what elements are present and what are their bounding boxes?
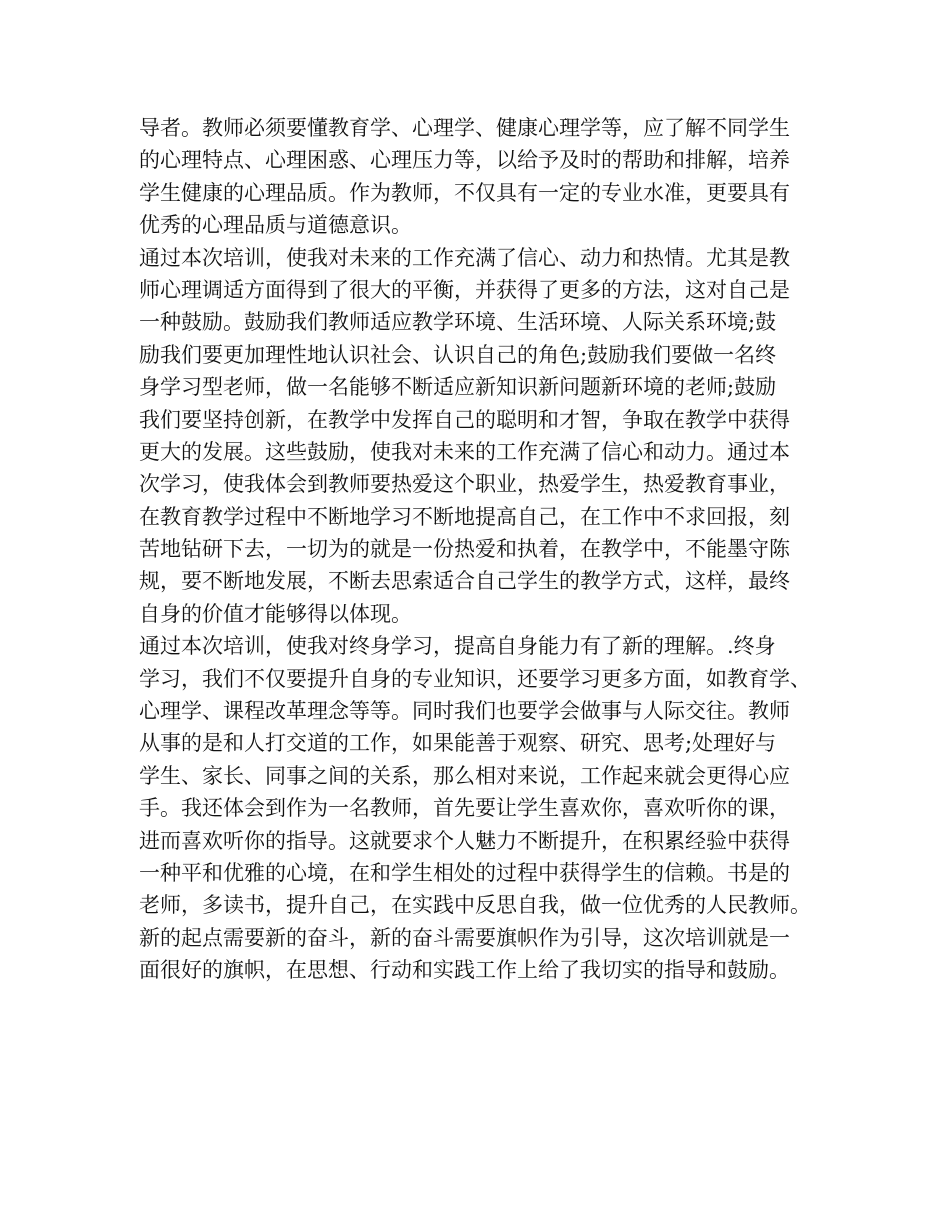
text-line: 老师，多读书，提升自己，在实践中反思自我，做一位优秀的人民教师。: [139, 893, 811, 918]
text-line: 自身的价值才能够得以体现。: [139, 601, 412, 626]
text-line: 身学习型老师，做一名能够不断适应新知识新问题新环境的老师;鼓励: [139, 375, 777, 400]
text-line: 次学习，使我体会到教师要热爱这个职业，热爱学生，热爱教育事业，: [139, 472, 790, 497]
text-line: 学生、家长、同事之间的关系，那么相对来说，工作起来就会更得心应: [139, 763, 790, 788]
text-line: 一种平和优雅的心境，在和学生相处的过程中获得学生的信赖。书是的: [139, 860, 790, 885]
text-line: 优秀的心理品质与道德意识。: [139, 213, 412, 238]
text-line: 从事的是和人打交道的工作，如果能善于观察、研究、思考;处理好与: [139, 731, 777, 756]
text-line: 在教育教学过程中不断地学习不断地提高自己，在工作中不求回报，刻: [139, 504, 790, 529]
text-line: 的心理特点、心理困惑、心理压力等，以给予及时的帮助和排解，培养: [139, 148, 790, 173]
text-line: 学习，我们不仅要提升自身的专业知识，还要学习更多方面，如教育学、: [139, 666, 811, 691]
text-line: 学生健康的心理品质。作为教师，不仅具有一定的专业水准，更要具有: [139, 180, 790, 205]
body-text: [139, 112, 829, 987]
text-line: 手。我还体会到作为一名教师，首先要让学生喜欢你，喜欢听你的课，: [139, 796, 790, 821]
text-line: 导者。教师必须要懂教育学、心理学、健康心理学等，应了解不同学生: [139, 116, 790, 140]
text-line: 面很好的旗帜，在思想、行动和实践工作上给了我切实的指导和鼓励。: [139, 958, 790, 983]
text-line: 一种鼓励。鼓励我们教师适应教学环境、生活环境、人际关系环境;鼓: [139, 310, 777, 335]
text-line: 更大的发展。这些鼓励，使我对未来的工作充满了信心和动力。通过本: [139, 439, 790, 464]
text-line: 我们要坚持创新，在教学中发挥自己的聪明和才智，争取在教学中获得: [139, 407, 790, 432]
text-line: 心理学、课程改革理念等等。同时我们也要学会做事与人际交往。教师: [139, 699, 790, 724]
text-line: 师心理调适方面得到了很大的平衡，并获得了更多的方法，这对自己是: [139, 277, 790, 302]
text-line: 通过本次培训，使我对未来的工作充满了信心、动力和热情。尤其是教: [139, 245, 790, 270]
text-line: 新的起点需要新的奋斗，新的奋斗需要旗帜作为引导，这次培训就是一: [139, 925, 790, 950]
text-line: 苦地钻研下去，一切为的就是一份热爱和执着，在教学中，不能墨守陈: [139, 537, 790, 562]
text-line: 通过本次培训，使我对终身学习，提高自身能力有了新的理解。.终身: [139, 634, 776, 659]
text-line: 进而喜欢听你的指导。这就要求个人魅力不断提升，在积累经验中获得: [139, 828, 790, 853]
text-line: 规，要不断地发展，不断去思索适合自己学生的教学方式，这样，最终: [139, 569, 790, 594]
text-line: 励我们要更加理性地认识社会、认识自己的角色;鼓励我们要做一名终: [139, 342, 777, 367]
